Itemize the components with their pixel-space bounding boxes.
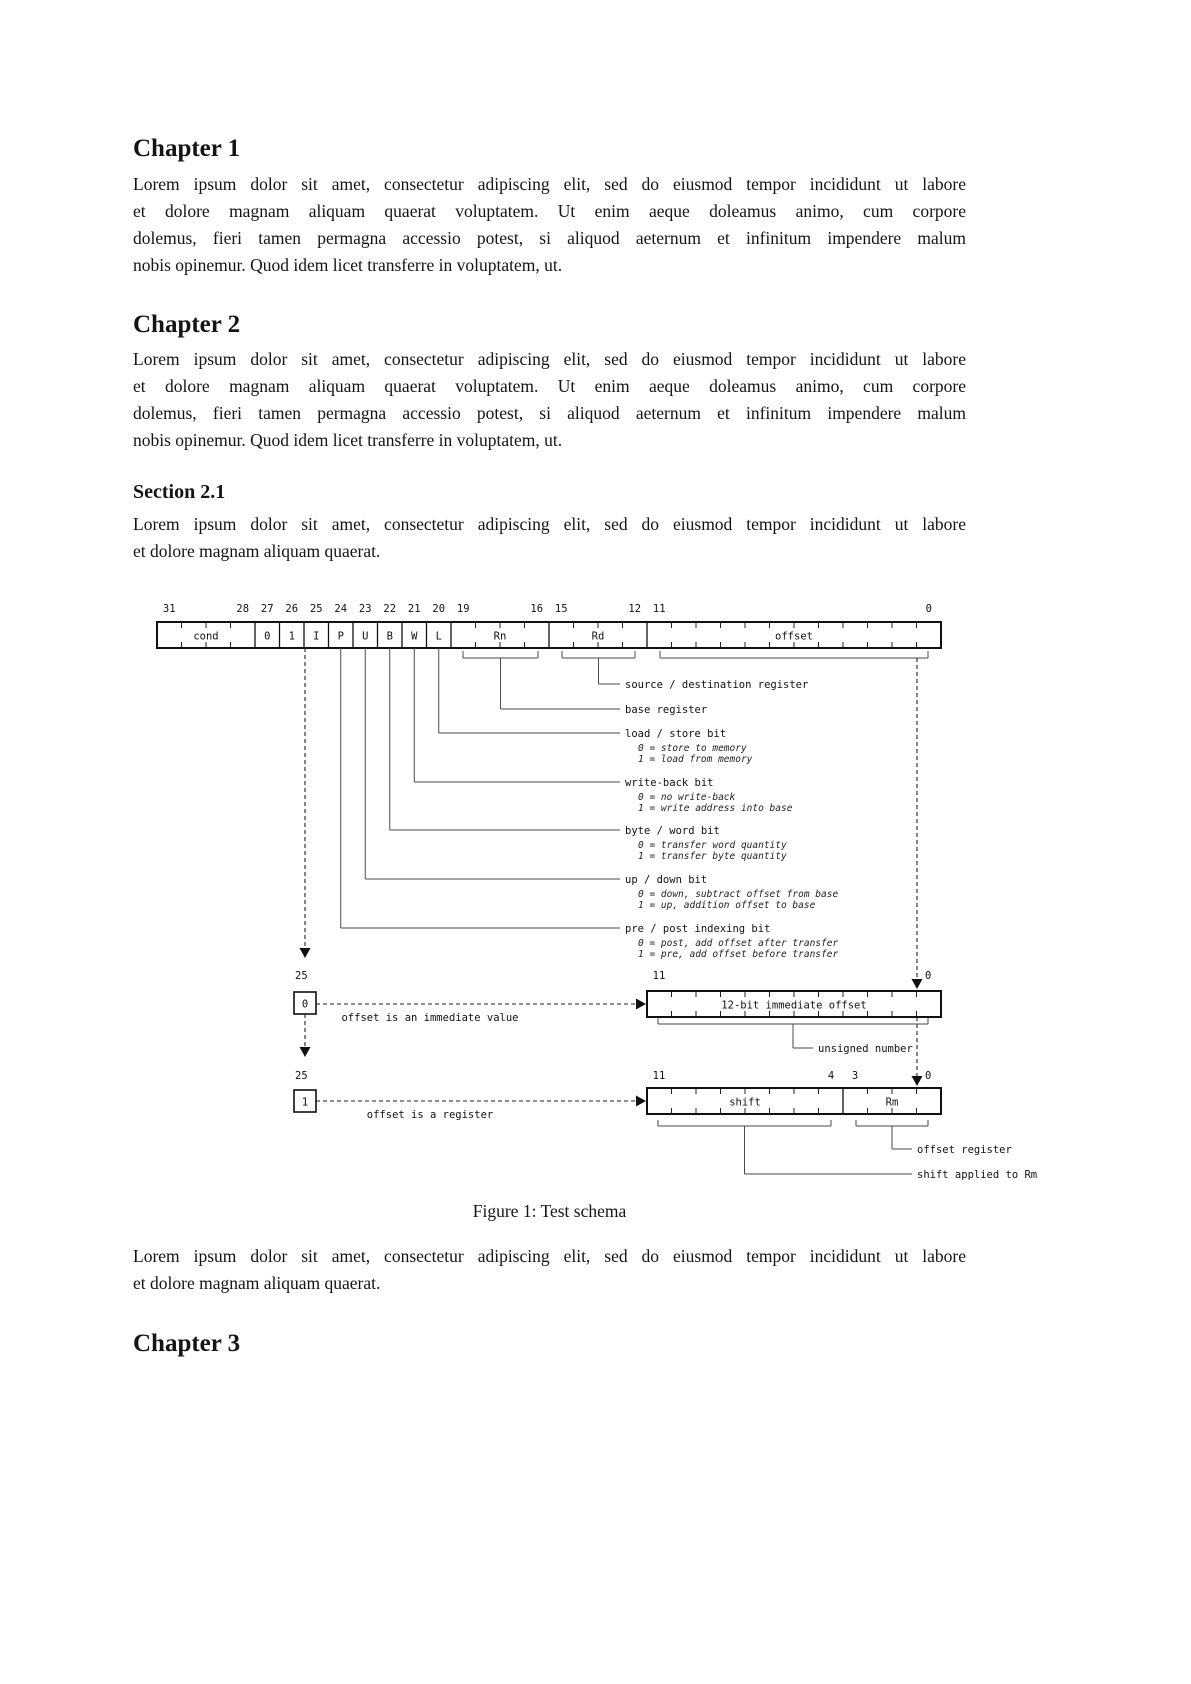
register-row-bit-labels bbox=[163, 603, 932, 615]
paragraph-line: Lorem ipsum dolor sit amet, consectetur adipiscing elit, sed do eiusmod tempor incididunt ut labore bbox=[133, 349, 966, 369]
field-label-Rd: Rd bbox=[591, 630, 605, 643]
selector-box-1 bbox=[294, 1090, 316, 1112]
bit-number-11: 11 bbox=[652, 970, 666, 982]
bit-number-4: 4 bbox=[827, 1070, 835, 1082]
bit-number-21: 21 bbox=[407, 603, 421, 615]
field-label-B: B bbox=[386, 630, 393, 643]
callout-title: load / store bit bbox=[625, 728, 727, 740]
callout-title: base register bbox=[625, 704, 708, 716]
callouts bbox=[341, 648, 839, 960]
shift-rm-fields-border bbox=[647, 1088, 941, 1114]
field-label-L: L bbox=[435, 630, 442, 643]
bit-number-26: 26 bbox=[285, 603, 299, 615]
arrow-label-immediate: offset is an immediate value bbox=[341, 1012, 519, 1024]
field-label-1: 1 bbox=[288, 630, 295, 643]
paragraph-line: dolemus, fieri tamen permagna accessio potest, si aliquod aeternum et infinitum impendere malum bbox=[133, 403, 966, 423]
field-label-I: I bbox=[313, 630, 320, 643]
section-2-1-paragraph bbox=[133, 511, 966, 565]
paragraph-line: nobis opinemur. Quod idem licet transferre in voluptatem, ut. bbox=[133, 255, 563, 275]
bit-number-12: 12 bbox=[628, 603, 642, 615]
paragraph-line: Lorem ipsum dolor sit amet, consectetur adipiscing elit, sed do eiusmod tempor incididunt ut labore bbox=[133, 514, 966, 534]
figure-caption: Figure 1: Test schema bbox=[472, 1201, 627, 1221]
callout-detail: 1 = transfer byte quantity bbox=[638, 851, 787, 862]
field-label-shift: shift bbox=[729, 1096, 761, 1109]
bit-number-25: 25 bbox=[295, 1070, 308, 1082]
bit-number-31: 31 bbox=[162, 603, 176, 615]
callout-detail: 0 = transfer word quantity bbox=[638, 840, 787, 851]
field-label-cond: cond bbox=[193, 630, 219, 643]
bit-number-0: 0 bbox=[925, 603, 932, 615]
field-label-12-bit immediate offset: 12-bit immediate offset bbox=[721, 999, 867, 1012]
bit-number-24: 24 bbox=[334, 603, 348, 615]
selector-chain bbox=[294, 648, 646, 1121]
bit-number-0: 0 bbox=[925, 970, 932, 982]
chapter-1-paragraph bbox=[133, 171, 966, 279]
bit-number-3: 3 bbox=[851, 1070, 859, 1082]
callout-detail: 0 = no write-back bbox=[638, 792, 736, 803]
chapter-2-paragraph bbox=[133, 346, 966, 454]
bit-number-23: 23 bbox=[358, 603, 372, 615]
paragraph-line: et dolore magnam aliquam quaerat. bbox=[133, 1273, 381, 1293]
immediate-offset-field-border bbox=[647, 991, 941, 1017]
field-label-0: 0 bbox=[264, 630, 271, 643]
selector-value-0: 0 bbox=[301, 998, 309, 1011]
chapter-2-heading: Chapter 2 bbox=[133, 311, 241, 338]
chapter-3-heading: Chapter 3 bbox=[133, 1330, 241, 1357]
field-label-Rn: Rn bbox=[493, 630, 507, 643]
callout-detail: 1 = write address into base bbox=[638, 803, 793, 814]
bit-number-11: 11 bbox=[652, 603, 666, 615]
field-label-W: W bbox=[411, 630, 418, 643]
selector-box-0 bbox=[294, 992, 316, 1014]
bit-number-27: 27 bbox=[260, 603, 274, 615]
bit-number-22: 22 bbox=[383, 603, 397, 615]
callout-detail: 1 = load from memory bbox=[638, 754, 753, 765]
arrow-right-icon bbox=[636, 1096, 646, 1107]
callout-detail: 1 = up, addition offset to base bbox=[638, 900, 816, 911]
selector-value-1: 1 bbox=[301, 1096, 309, 1109]
shift-rm-fields bbox=[647, 1088, 941, 1114]
arrow-label-register: offset is a register bbox=[366, 1109, 494, 1121]
paragraph-line: Lorem ipsum dolor sit amet, consectetur adipiscing elit, sed do eiusmod tempor incididunt ut labore bbox=[133, 1246, 966, 1266]
paragraph-line: dolemus, fieri tamen permagna accessio potest, si aliquod aeternum et infinitum impendere malum bbox=[133, 228, 966, 248]
callout-title: offset register bbox=[917, 1144, 1012, 1156]
callout-title: write-back bit bbox=[625, 777, 714, 789]
bit-number-19: 19 bbox=[456, 603, 470, 615]
register-row-border bbox=[157, 622, 941, 648]
chapter-1-heading: Chapter 1 bbox=[133, 135, 241, 162]
arrow-down-icon bbox=[912, 979, 923, 989]
field-label-P: P bbox=[337, 630, 344, 643]
callout-detail: 0 = down, subtract offset from base bbox=[638, 889, 839, 900]
callout-title: pre / post indexing bit bbox=[625, 923, 771, 935]
arrow-down-icon bbox=[300, 1047, 311, 1057]
bit-number-15: 15 bbox=[554, 603, 568, 615]
callout-detail: 1 = pre, add offset before transfer bbox=[638, 949, 839, 960]
register-variant-row bbox=[653, 1070, 1037, 1181]
paragraph-line: et dolore magnam aliquam quaerat. bbox=[133, 541, 381, 561]
callout-detail: 0 = post, add offset after transfer bbox=[638, 938, 839, 949]
bit-number-16: 16 bbox=[530, 603, 544, 615]
field-label-U: U bbox=[362, 630, 369, 643]
bit-number-20: 20 bbox=[432, 603, 446, 615]
bit0-dashed-chain bbox=[912, 658, 923, 1086]
bit-number-25: 25 bbox=[309, 603, 323, 615]
register-row bbox=[157, 622, 941, 648]
callout-title: unsigned number bbox=[818, 1043, 913, 1055]
bit-number-28: 28 bbox=[236, 603, 250, 615]
section-2-1-heading: Section 2.1 bbox=[133, 481, 226, 503]
bit-number-11: 11 bbox=[652, 1070, 666, 1082]
immediate-offset-field bbox=[647, 991, 941, 1017]
arrow-down-icon bbox=[912, 1076, 923, 1086]
bit-number-25: 25 bbox=[295, 970, 308, 982]
paragraph-line: et dolore magnam aliquam quaerat voluptatem. Ut enim aeque doleamus animo, cum corpore bbox=[133, 376, 966, 396]
paragraph-line: nobis opinemur. Quod idem licet transferre in voluptatem, ut. bbox=[133, 430, 563, 450]
paragraph-line: et dolore magnam aliquam quaerat voluptatem. Ut enim aeque doleamus animo, cum corpore bbox=[133, 201, 966, 221]
callout-title: up / down bit bbox=[625, 874, 708, 886]
immediate-variant-row bbox=[653, 970, 932, 1055]
register-row-braces bbox=[660, 651, 928, 658]
callout-title: byte / word bit bbox=[625, 825, 720, 837]
callout-detail: 0 = store to memory bbox=[638, 743, 747, 754]
bit-number-0: 0 bbox=[925, 1070, 932, 1082]
arrow-right-icon bbox=[636, 999, 646, 1010]
after-figure-paragraph bbox=[133, 1243, 966, 1297]
field-label-offset: offset bbox=[775, 630, 813, 643]
callout-title: source / destination register bbox=[625, 679, 809, 691]
callout-title: shift applied to Rm bbox=[917, 1169, 1038, 1181]
paragraph-line: Lorem ipsum dolor sit amet, consectetur adipiscing elit, sed do eiusmod tempor incididunt ut labore bbox=[133, 174, 966, 194]
field-label-Rm: Rm bbox=[885, 1096, 899, 1109]
arrow-down-icon bbox=[300, 948, 311, 958]
